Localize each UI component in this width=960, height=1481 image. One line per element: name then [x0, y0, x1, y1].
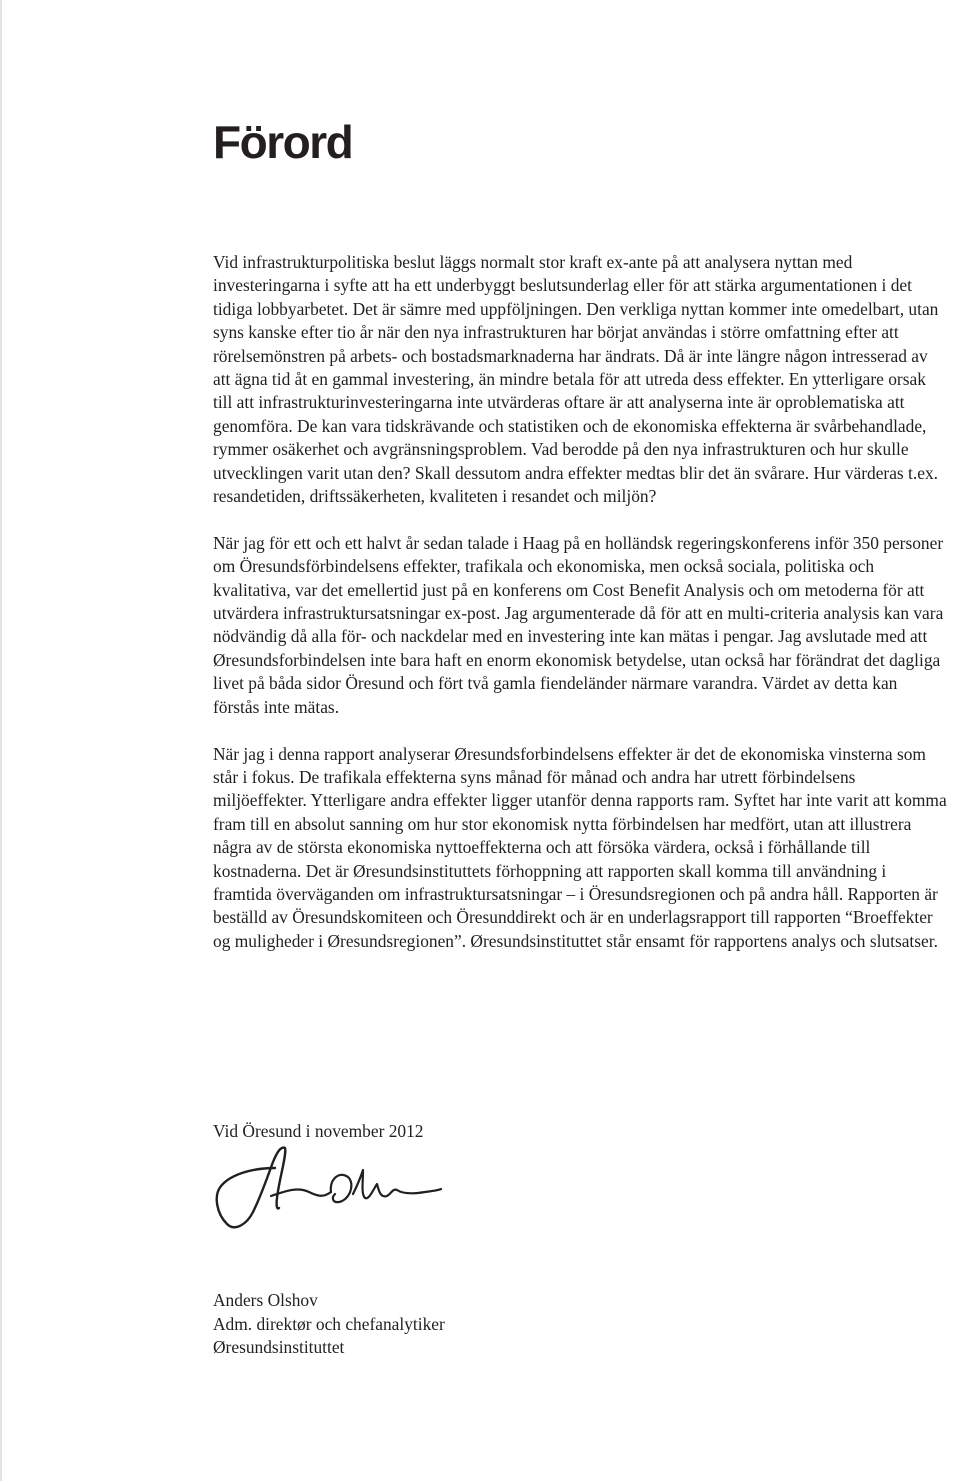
paragraph-1: Vid infrastrukturpolitiska beslut läggs normalt stor kraft ex-ante på att analysera nyttan med investeringarna i syfte att ha ett underbyggt beslutsunderlag eller för att stärka argumentationen i det tidiga lobbyarbetet. Det är sämre med uppföljningen. Den verkliga nyttan kommer inte omedelbart, utan syns kanske efter tio år när den nya infrastrukturen har börjat användas i större omfattning efter att rörelsemönstren på arbets- och bostadsmarknaderna har ändrats. Då är inte längre någon intresserad av att ägna tid åt en gammal investering, än mindre betala för att utreda dess effekter. En ytterligare orsak till att infrastrukturinvesteringarna inte utvärderas oftare är att analyserna inte är oproblematiska att genomföra. De kan vara tidskrävande och statistiken och de ekonomiska effekterna är svårbehandlade, rymmer osäkerhet och avgränsningsproblem. Vad berodde på den nya infrastrukturen och hur skulle utvecklingen varit utan den? Skall dessutom andra effekter medtas blir det än svårare. Hur värderas t.ex. resandetiden, driftssäkerheten, kvaliteten i resandet och miljön?	[213, 252, 939, 507]
page-edge	[0, 0, 2, 1481]
signature-image	[213, 1140, 443, 1240]
signer-role: Adm. direktør och chefanalytiker	[213, 1313, 445, 1334]
closing-place-date: Vid Öresund i november 2012	[213, 1121, 424, 1141]
signer-name: Anders Olshov	[213, 1290, 318, 1310]
body-text	[213, 251, 948, 977]
signer-block	[213, 1289, 445, 1360]
paragraph-3: När jag i denna rapport analyserar Øresundsforbindelsens effekter är det de ekonomiska vinsterna som står i fokus. De trafikala effekterna syns månad för månad och andra har utrett förbindelsens miljöeffekter. Ytterligare andra effekter ligger utanför denna rapports ram. Syftet har inte varit att komma fram till en absolut sanning om hur stor ekonomisk nytta förbindelsen har medfört, utan att illustrera några av de största ekonomiska nyttoeffekterna och att försöka värdera, också i förhållande till kostnaderna. Det är Øresundsinstituttets förhoppning att rapporten skall komma till användning i framtida överväganden om infrastruktursatsningar – i Öresundsregionen och på andra håll. Rapporten är beställd av Öresundskomiteen och Öresunddirekt och är en underlagsrapport till rapporten “Broeffekter og muligheder i Øresundsregionen”. Øresundsinstituttet står ensamt för rapportens analys och slutsatser.	[213, 743, 947, 951]
signer-organization: Øresundsinstituttet	[213, 1337, 345, 1358]
paragraph-2: När jag för ett och ett halvt år sedan talade i Haag på en holländsk regeringskonferens inför 350 personer om Öresundsförbindelsens effekter, trafikala och ekonomiska, men också sociala, politiska och kvalitativa, var det emellertid just på en konferens om Cost Benefit Analysis och om metoderna för att utvärdera infrastruktursatsningar ex-post. Jag argumenterade då för att en multi-criteria analysis kan vara nödvändig då alla för- och nackdelar med en investering inte kan mätas i pengar. Jag avslutade med att Øresundsforbindelsen inte bara haft en enorm ekonomisk betydelse, utan också har förändrat det dagliga livet på båda sidor Öresund och fört två gamla fiendeländer närmare varandra. Värdet av detta kan förstås inte mätas.	[213, 532, 944, 717]
page-title: Förord	[213, 116, 353, 168]
